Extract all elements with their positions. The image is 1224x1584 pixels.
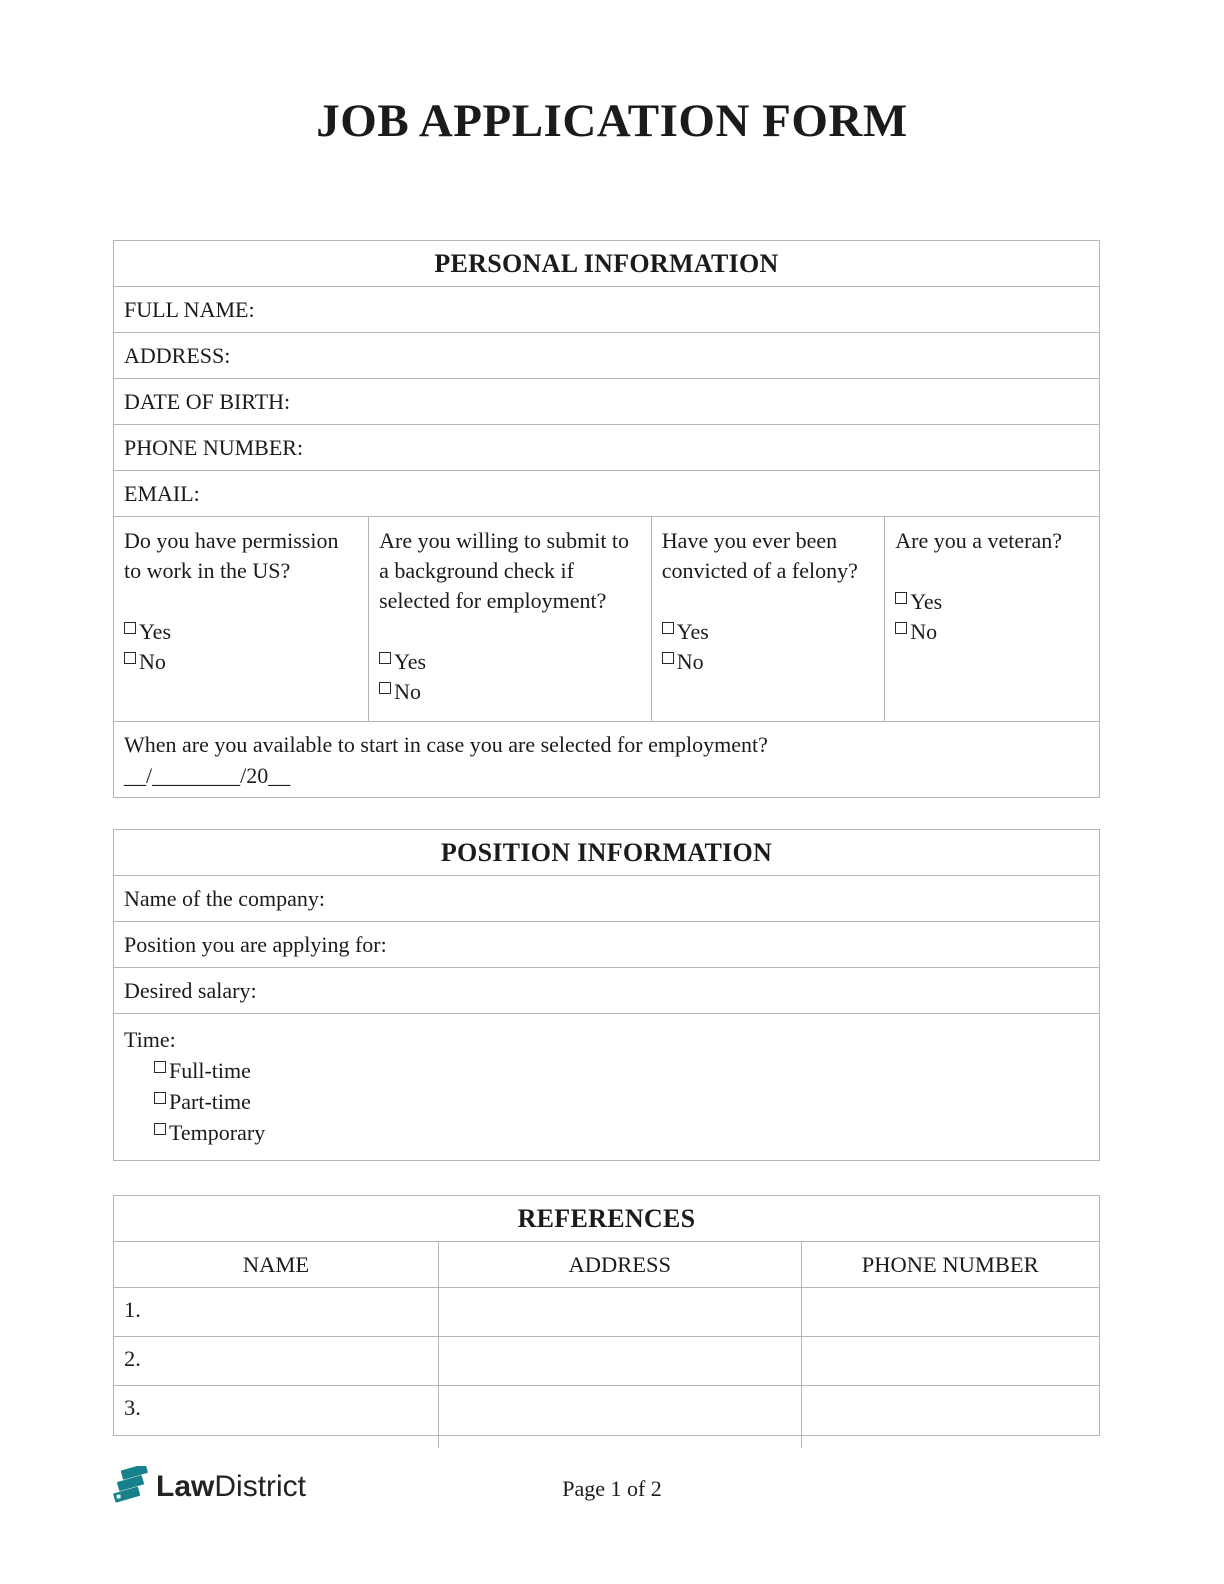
checkbox-icon[interactable] <box>154 1061 166 1073</box>
email-label: EMAIL: <box>124 480 200 506</box>
option-no-label: No <box>910 619 938 644</box>
checkbox-icon[interactable] <box>379 652 391 664</box>
desired-salary-label: Desired salary: <box>124 977 257 1003</box>
option-yes <box>895 587 1090 617</box>
option-yes-label: Yes <box>394 649 427 674</box>
reference-phone-cell <box>802 1337 1099 1385</box>
question-text: Are you willing to submit to a background check if selected for employment? <box>379 528 630 613</box>
question-text: Do you have permission to work in the US? <box>124 528 339 583</box>
email-field <box>114 471 1099 517</box>
option-part-time <box>154 1086 1089 1117</box>
checkbox-icon[interactable] <box>124 652 136 664</box>
reference-address-cell <box>439 1337 801 1385</box>
references-table-cutoff <box>113 1436 1100 1448</box>
personal-information-table <box>113 240 1100 798</box>
availability-row <box>114 722 1099 797</box>
option-temporary <box>154 1117 1089 1148</box>
checkbox-icon[interactable] <box>895 592 907 604</box>
phone-number-field <box>114 425 1099 471</box>
phone-number-label: PHONE NUMBER: <box>124 434 304 460</box>
question-work-permission <box>114 517 369 721</box>
full-time-label: Full-time <box>169 1058 251 1083</box>
checkbox-icon[interactable] <box>662 622 674 634</box>
column-header-address: ADDRESS <box>439 1242 801 1287</box>
question-veteran <box>885 517 1099 721</box>
personal-information-header: PERSONAL INFORMATION <box>114 241 1099 287</box>
company-name-field <box>114 876 1099 922</box>
table-row <box>114 1288 1099 1337</box>
option-yes <box>124 617 359 647</box>
reference-phone-cell <box>802 1288 1099 1336</box>
option-yes <box>379 647 642 677</box>
position-applying-field <box>114 922 1099 968</box>
time-label: Time: <box>124 1027 176 1052</box>
table-row <box>114 1337 1099 1386</box>
option-no-label: No <box>394 679 421 704</box>
option-yes-label: Yes <box>139 619 172 644</box>
address-label: ADDRESS: <box>124 342 231 368</box>
address-field <box>114 333 1099 379</box>
brand-law: Law <box>156 1470 215 1503</box>
option-no <box>124 647 359 677</box>
question-text: Have you ever been convicted of a felony? <box>661 528 858 583</box>
checkbox-icon[interactable] <box>895 622 907 634</box>
availability-question: When are you available to start in case you are selected for employment? <box>124 732 768 757</box>
option-no <box>379 677 642 707</box>
checkbox-icon[interactable] <box>662 652 674 664</box>
time-row <box>114 1014 1099 1160</box>
availability-answer-line: __/________/20__ <box>124 763 291 788</box>
references-table <box>113 1195 1100 1436</box>
date-of-birth-label: DATE OF BIRTH: <box>124 388 291 414</box>
page-footer <box>0 1464 1224 1514</box>
option-yes-label: Yes <box>676 619 709 644</box>
position-information-header: POSITION INFORMATION <box>114 830 1099 876</box>
option-yes-label: Yes <box>910 589 943 614</box>
option-no <box>662 647 875 677</box>
position-applying-label: Position you are applying for: <box>124 931 387 957</box>
desired-salary-field <box>114 968 1099 1014</box>
reference-number: 2. <box>114 1337 439 1385</box>
option-no-label: No <box>676 649 704 674</box>
reference-number: 1. <box>114 1288 439 1336</box>
column-header-phone-number: PHONE NUMBER <box>861 1251 1039 1277</box>
position-information-table <box>113 829 1100 1161</box>
brand-district: District <box>214 1470 307 1503</box>
question-text: Are you a veteran? <box>895 528 1062 553</box>
option-yes <box>662 617 875 647</box>
checkbox-icon[interactable] <box>154 1123 166 1135</box>
full-name-label: FULL NAME: <box>124 296 255 322</box>
table-row <box>114 1386 1099 1435</box>
page-indicator: Page 1 of 2 <box>562 1476 662 1501</box>
document-body <box>113 240 1100 1448</box>
checkbox-icon[interactable] <box>379 682 391 694</box>
option-full-time <box>154 1055 1089 1086</box>
column-header-name: NAME <box>114 1242 439 1287</box>
reference-phone-cell <box>802 1386 1099 1435</box>
reference-number: 3. <box>114 1386 439 1435</box>
question-background-check <box>369 517 652 721</box>
references-header: REFERENCES <box>114 1196 1099 1242</box>
option-no-label: No <box>139 649 166 674</box>
checkbox-icon[interactable] <box>124 622 136 634</box>
date-of-birth-field <box>114 379 1099 425</box>
company-name-label: Name of the company: <box>124 885 325 911</box>
part-time-label: Part-time <box>169 1089 251 1114</box>
option-no <box>895 617 1090 647</box>
checkbox-icon[interactable] <box>154 1092 166 1104</box>
reference-address-cell <box>439 1386 801 1435</box>
full-name-field <box>114 287 1099 333</box>
page-title: JOB APPLICATION FORM <box>316 95 908 147</box>
temporary-label: Temporary <box>169 1120 266 1145</box>
eligibility-questions-row <box>114 517 1099 722</box>
question-felony <box>652 517 885 721</box>
references-column-headers <box>114 1242 1099 1288</box>
reference-address-cell <box>439 1288 801 1336</box>
